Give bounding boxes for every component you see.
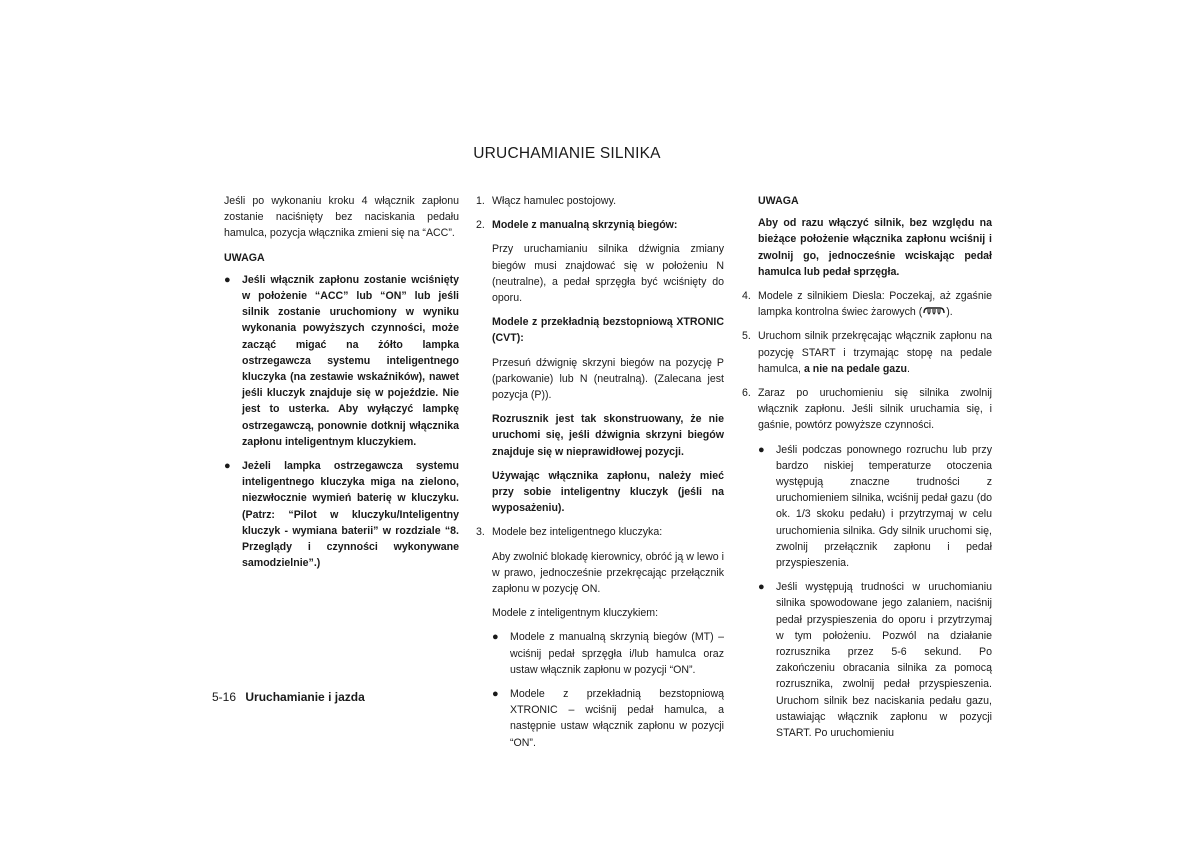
nokey-paragraph: Aby zwolnić blokadę kierownicy, obróć ją w lewo i w prawo, jednocześnie przekręcając przełącznik zapłonu w pozycję ON. <box>492 550 724 596</box>
step-text-emphasis: a nie na pedale gazu <box>803 362 907 375</box>
step-2 <box>476 217 724 233</box>
step-4 <box>742 288 992 320</box>
step-text <box>758 288 992 320</box>
bullet-icon: ● <box>224 273 231 286</box>
step-text-part: Modele z silnikiem Diesla: Poczekaj, aż zgaśnie lampka kontrolna świec żarowych ( <box>758 290 992 319</box>
step-number: 3. <box>476 526 485 539</box>
smart-key-heading: Modele z inteligentnym kluczykiem: <box>492 607 659 620</box>
step-text-part: Uruchom silnik przekręcając włącznik zapłonu na pozycję START i trzymając stopę na pedale hamulca, <box>758 330 992 375</box>
list-bullet <box>492 686 724 751</box>
bullet-text: Jeżeli lampka ostrzegawcza systemu inteligentnego kluczyka miga na zielono, niezwłocznie wymień baterię w kluczyku. (Patrz: “Pilot w kluczyku/Inteligentny kluczyk - wymiana baterii” w rozdziale “8. Przeglądy i czynności wykonywane samodzielnie”.) <box>242 460 459 570</box>
step-text: Modele bez inteligentnego kluczyka: <box>492 526 663 539</box>
page-number: 5-16 <box>212 690 237 704</box>
step-number: 5. <box>742 330 751 343</box>
bullet-text: Jeśli podczas ponownego rozruchu lub przy bardzo niskiej temperaturze otoczenia występują znaczne trudności z uruchomieniem silnika, wciśnij pedał gazu (do ok. 1/3 skoku pedału) i przytrzymaj w celu uruchomienia silnika. Gdy silnik uruchomi się, zwolnij przełącznik zapłonu i pedał przyspieszenia. <box>776 443 992 570</box>
column-2 <box>476 193 724 759</box>
step-text: Włącz hamulec postojowy. <box>492 195 617 207</box>
cvt-paragraph: Przesuń dźwignię skrzyni biegów na pozycję P (parkowanie) lub N (neutralną). (Zalecana jest pozycja (P)). <box>492 356 724 402</box>
column-3 <box>742 193 992 749</box>
step-number: 1. <box>476 195 485 207</box>
cvt-warning-1: Rozrusznik jest tak skonstruowany, że nie uruchomi się, jeśli dźwignia skrzyni biegów znajduje się w nieprawidłowej pozycji. <box>492 413 724 458</box>
section-title: Uruchamianie i jazda <box>245 690 365 704</box>
page-footer <box>212 690 365 704</box>
list-bullet <box>492 629 724 678</box>
bullet-icon: ● <box>492 688 499 701</box>
intro-paragraph: Jeśli po wykonaniu kroku 4 włącznik zapłonu zostanie naciśnięty bez naciskania pedału hamulca, pozycja włącznika zmieni się na “ACC”. <box>224 195 459 240</box>
cvt-heading: Modele z przekładnią bezstopniową XTRONIC (CVT): <box>492 316 724 345</box>
list-bullet <box>758 579 992 741</box>
bullet-icon: ● <box>492 631 499 644</box>
bullet-text: Modele z manualną skrzynią biegów (MT) – wciśnij pedał sprzęgła i/lub hamulca oraz ustaw włącznik zapłonu w pozycji “ON”. <box>510 631 724 676</box>
column-1 <box>224 193 459 579</box>
bullet-icon: ● <box>758 443 765 456</box>
warning-bullet <box>224 458 459 571</box>
step-number: 6. <box>742 387 751 400</box>
list-bullet <box>758 442 992 572</box>
step-3 <box>476 524 724 540</box>
page-title: URUCHAMIANIE SILNIKA <box>473 145 661 162</box>
mt-paragraph: Przy uruchamianiu silnika dźwignia zmiany biegów musi znajdować się w położeniu N (neutralne), a pedał sprzęgła być wciśnięty do oporu. <box>492 243 724 305</box>
bullet-text: Jeśli włącznik zapłonu zostanie wciśnięty w położenie “ACC” lub “ON” lub jeśli silnik zostanie uruchomiony w wyniku wykonania powyższych czynności, może zacząć migać na żółto lampka ostrzegawcza systemu inteligentnego kluczyka (na zestawie wskaźników), nawet jeśli kluczyk znajduje się w pojeździe. Nie jest to usterka. Aby wyłączyć lampkę ostrzegawczą, ponownie dotknij włącznika zapłonu inteligentnym kluczykiem. <box>242 273 459 448</box>
step-text: Modele z manualną skrzynią biegów: <box>492 219 678 232</box>
step-text-part: ). <box>946 306 953 319</box>
bullet-icon: ● <box>224 460 231 473</box>
warning-paragraph: Aby od razu włączyć silnik, bez względu na bieżące położenie włącznika zapłonu wciśnij i zwolnij go, jednocześnie wciskając pedał hamulca lub pedał sprzęgła. <box>758 217 992 278</box>
bullet-text: Modele z przekładnią bezstopniową XTRONIC – wciśnij pedał hamulca, a następnie ustaw włącznik zapłonu w pozycji “ON”. <box>510 688 724 749</box>
bullet-icon: ● <box>758 581 765 594</box>
step-6 <box>742 385 992 434</box>
step-number: 4. <box>742 290 751 303</box>
cvt-warning-2: Używając włącznika zapłonu, należy mieć przy sobie inteligentny kluczyk (jeśli na wyposażeniu). <box>492 469 724 515</box>
bullet-text: Jeśli występują trudności w uruchomianiu silnika spowodowane jego zalaniem, naciśnij pedał przyspieszenia do oporu i przytrzymaj w tym położeniu. Pozwól na działanie rozrusznika przez 5-6 sekund. Po zakończeniu obracania silnika za pomocą rozrusznika, zwolnij pedał przyspieszenia. Uruchom silnik bez naciskania pedału gazu, ustawiając włącznik zapłonu w pozycji START. Po uruchomieniu <box>776 581 992 740</box>
step-text-part: . <box>906 362 910 375</box>
warning-heading: UWAGA <box>758 195 799 207</box>
glow-plug-icon <box>922 307 946 317</box>
step-text <box>758 328 992 377</box>
step-5 <box>742 328 992 377</box>
step-text: Zaraz po uruchomieniu się silnika zwolnij włącznik zapłonu. Jeśli silnik uruchamia się, i gaśnie, powtórz powyższe czynności. <box>758 387 992 432</box>
step-1 <box>476 193 724 209</box>
warning-bullet <box>224 272 459 450</box>
step-number: 2. <box>476 219 485 232</box>
warning-heading: UWAGA <box>224 251 265 264</box>
